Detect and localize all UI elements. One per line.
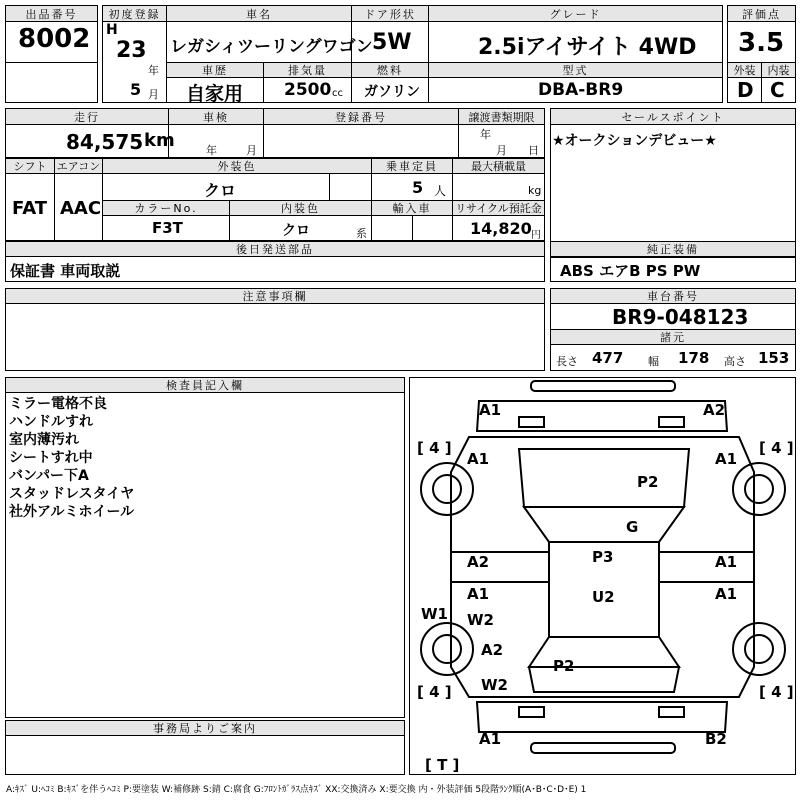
- lot-number: 8002: [18, 24, 91, 54]
- inspection-month: 月: [246, 144, 257, 157]
- genuine-equipment: ABS エアB PS PW: [560, 262, 701, 280]
- spec-height-label: 高さ: [724, 355, 746, 368]
- front-edge: [531, 381, 675, 391]
- displacement-header: 排気量: [263, 62, 352, 78]
- rear-bumper: [477, 702, 727, 732]
- office-box: [5, 735, 405, 775]
- recycle: 14,820: [470, 219, 532, 238]
- transfer-year: 年: [480, 128, 491, 141]
- mileage-header: 走行: [5, 108, 169, 125]
- sales-point-header: セールスポイント: [550, 108, 796, 125]
- rear-light-l: [519, 707, 544, 717]
- history: 自家用: [186, 83, 244, 105]
- trunk: [529, 667, 679, 692]
- ext-color-header: 外装色: [102, 158, 372, 174]
- interior-header: 内装: [761, 62, 796, 78]
- interior-grade: C: [770, 78, 785, 102]
- ext-color: クロ: [204, 181, 237, 200]
- mark-rear-bumper-l: A1: [479, 730, 502, 748]
- first-reg-header: 初度登録: [102, 5, 167, 22]
- capacity: 5: [412, 178, 424, 197]
- spec-width-label: 幅: [648, 355, 659, 368]
- mileage-unit: km: [144, 130, 175, 151]
- office-header: 事務局よりご案内: [5, 720, 405, 736]
- color-no: F3T: [152, 219, 183, 237]
- inspection-year: 年: [206, 144, 217, 157]
- spec-length-label: 長さ: [556, 355, 578, 368]
- tire-fr-mark: [ 4 ]: [759, 439, 794, 457]
- mark-fender-fr: A1: [715, 450, 738, 468]
- windshield: [524, 507, 684, 542]
- wheel-fr: [733, 463, 785, 515]
- model: DBA-BR9: [538, 80, 624, 100]
- wheel-fr-hub: [745, 475, 773, 503]
- model-header: 型式: [428, 62, 723, 78]
- inspector-note: スタッドレスタイヤ: [9, 486, 135, 502]
- exterior-header: 外装: [727, 62, 762, 78]
- fuel-header: 燃料: [351, 62, 429, 78]
- reg-year: 23: [116, 38, 147, 63]
- mark-door-rr: A1: [715, 585, 738, 603]
- mark-door-fl: A2: [467, 553, 490, 571]
- rear-glass: [529, 637, 679, 667]
- wheel-rr: [733, 623, 785, 675]
- import-header: 輸入車: [371, 200, 453, 216]
- mark-quarter-rl: A2: [481, 641, 504, 659]
- exterior-grade: D: [737, 78, 754, 102]
- reg-year-unit: 年: [148, 64, 159, 77]
- displacement-unit: cc: [332, 88, 343, 99]
- notes-header: 注意事項欄: [5, 288, 545, 304]
- reg-no-box: [263, 124, 459, 158]
- later-parts-header: 後日発送部品: [5, 241, 545, 257]
- mark-rear-bumper-r: B2: [705, 730, 727, 748]
- era-letter: H: [106, 22, 118, 38]
- inspector-note: ミラー電格不良: [9, 396, 107, 412]
- front-light-r: [659, 417, 684, 427]
- tire-rr-mark: [ 4 ]: [759, 683, 794, 701]
- ext-color-extra: [329, 173, 372, 201]
- capacity-unit: 人: [434, 184, 447, 198]
- mark-roof: P3: [592, 548, 614, 566]
- door-type: 5W: [372, 30, 412, 55]
- import-box-b: [412, 215, 453, 241]
- inspector-note: 室内薄汚れ: [9, 432, 79, 448]
- tire-rl-mark: [ 4 ]: [417, 683, 452, 701]
- trunk-mark: [ T ]: [425, 756, 460, 774]
- mark-door-fr: A1: [715, 553, 738, 571]
- spec-width: 178: [678, 349, 710, 367]
- mark-door-rl2: W2: [467, 611, 494, 629]
- transfer-month: 月: [496, 144, 507, 157]
- inspector-note: シートすれ中: [9, 450, 93, 466]
- car-name: レガシィツーリングワゴン: [170, 37, 373, 57]
- car-name-header: 車名: [166, 5, 352, 22]
- import-box-a: [371, 215, 413, 241]
- recycle-unit: 円: [531, 230, 541, 241]
- mark-roof-rear: U2: [592, 588, 615, 606]
- rear-edge: [531, 743, 675, 753]
- hood: [519, 449, 689, 507]
- legend: A:ｷｽﾞ U:ﾍｺﾐ B:ｷｽﾞを伴うﾍｺﾐ P:要塗装 W:補修跡 S:錆 C:腐食 G:ﾌﾛﾝﾄｶﾞﾗｽ点ｷｽﾞ XX:交換済み X:要交換 内・外装評価 5段階ﾗﾝｸ順(A･B･C･D･E) 1: [6, 785, 587, 795]
- shift-header: シフト: [5, 158, 55, 174]
- score-header: 評価点: [727, 5, 796, 22]
- inspector-notes: [9, 395, 134, 521]
- mark-trunk: P2: [553, 657, 575, 675]
- mark-front-bumper-r: A2: [703, 401, 726, 419]
- grade-header: グレード: [428, 5, 723, 22]
- inspector-header: 検査員記入欄: [5, 377, 405, 393]
- notes-box: [5, 303, 545, 371]
- fuel: ガソリン: [364, 84, 420, 100]
- spec-height: 153: [758, 349, 790, 367]
- car-diagram: [409, 377, 796, 775]
- reg-month: 5: [130, 80, 142, 99]
- inspector-note: バンパー下A: [9, 468, 89, 484]
- spec-length: 477: [592, 349, 624, 367]
- front-light-l: [519, 417, 544, 427]
- load-unit: kg: [528, 184, 542, 197]
- lot-no-header: 出品番号: [5, 5, 98, 22]
- reg-no-header: 登録番号: [263, 108, 459, 125]
- chassis-header: 車台番号: [550, 288, 796, 304]
- color-no-header: カラーNo.: [102, 200, 230, 216]
- inspector-note: ハンドルすれ: [9, 414, 93, 430]
- shift: FAT: [12, 198, 48, 219]
- mileage: 84,575: [66, 130, 144, 154]
- mark-windshield: G: [626, 518, 639, 536]
- wheel-rl-hub: [433, 635, 461, 663]
- wheel-fl-hub: [433, 475, 461, 503]
- grade: 2.5iアイサイト 4WD: [478, 35, 697, 60]
- int-color: クロ: [282, 223, 310, 239]
- inspection-header: 車検: [168, 108, 264, 125]
- tire-fl-mark: [ 4 ]: [417, 439, 452, 457]
- wheel-fl: [421, 463, 473, 515]
- genuine-header: 純正装備: [550, 241, 796, 257]
- transfer-day: 日: [528, 144, 539, 157]
- int-color-suffix: 系: [356, 227, 367, 240]
- chassis-number: BR9-048123: [612, 305, 749, 329]
- capacity-header: 乗車定員: [371, 158, 453, 174]
- ac-header: エアコン: [54, 158, 103, 174]
- score: 3.5: [738, 28, 785, 58]
- int-color-header: 内装色: [229, 200, 372, 216]
- rear-light-r: [659, 707, 684, 717]
- wheel-rl: [421, 623, 473, 675]
- transfer-header: 譲渡書類期限: [458, 108, 545, 125]
- max-load-header: 最大積載量: [452, 158, 545, 174]
- mark-front-bumper-l: A1: [479, 401, 502, 419]
- later-parts: 保証書 車両取説: [10, 262, 121, 280]
- history-header: 車歴: [166, 62, 264, 78]
- mark-quarter-rl2: W2: [481, 676, 508, 694]
- inspector-note: 社外アルミホイール: [9, 504, 135, 520]
- specs-header: 諸元: [550, 329, 796, 345]
- displacement: 2500: [284, 80, 332, 100]
- recycle-header: リサイクル預託金: [452, 200, 545, 216]
- ac: AAC: [60, 198, 102, 219]
- mark-sill-l: W1: [421, 605, 448, 623]
- lot-empty-box: [5, 62, 98, 103]
- reg-month-unit: 月: [148, 88, 159, 101]
- mark-fender-fl: A1: [467, 450, 490, 468]
- mark-door-rl: A1: [467, 585, 490, 603]
- front-bumper: [477, 401, 727, 431]
- door-header: ドア形状: [351, 5, 429, 22]
- sales-point: ★オークションデビュー★: [552, 133, 717, 149]
- wheel-rr-hub: [745, 635, 773, 663]
- mark-hood: P2: [637, 473, 659, 491]
